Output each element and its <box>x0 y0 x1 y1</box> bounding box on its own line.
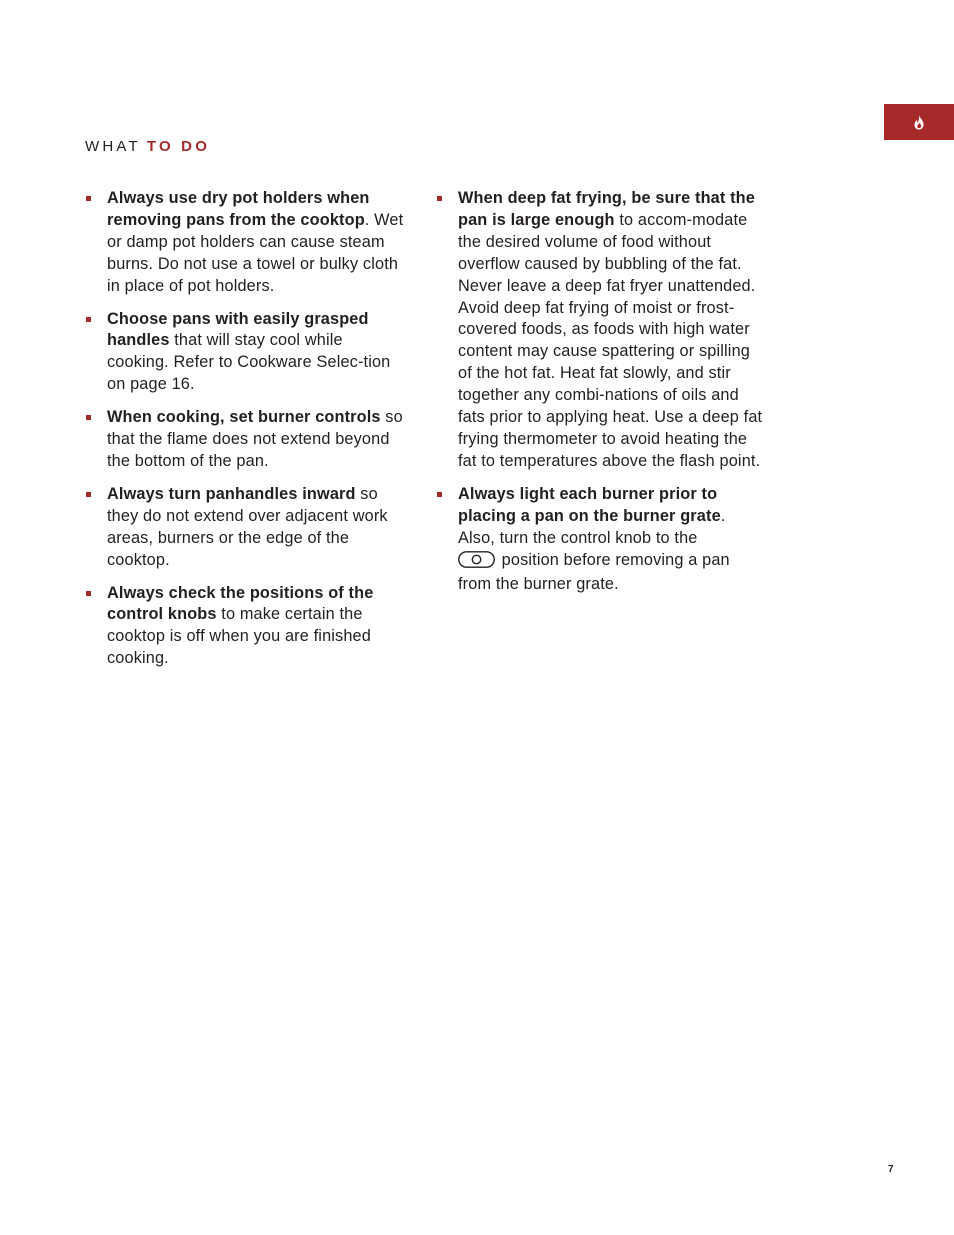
section-heading <box>85 138 210 155</box>
heading-accent: TO DO <box>146 138 211 155</box>
item-text: to make certain the cooktop is off when you are finished cooking. <box>107 605 371 668</box>
item-bold-lead: Always use dry pot holders when removing pans from the cooktop <box>107 189 370 229</box>
bullet-square-icon <box>86 317 91 322</box>
bullet-square-icon <box>86 591 91 596</box>
list-item <box>85 407 407 473</box>
item-text: . Wet or damp pot holders can cause steam burns. Do not use a towel or bulky cloth in place of pot holders. <box>107 210 404 295</box>
bullet-square-icon <box>437 196 442 201</box>
list-item <box>436 484 766 597</box>
item-text: that will stay cool while cooking. Refer to Cookware Selec-tion on page 16. <box>107 331 391 394</box>
left-column <box>85 188 407 681</box>
list-item <box>85 188 407 298</box>
heading-plain: WHAT <box>85 138 141 155</box>
item-text: so they do not extend over adjacent work areas, burners or the edge of the cooktop. <box>107 484 388 569</box>
item-text: Also, turn the control knob to the <box>458 528 698 547</box>
bullet-square-icon <box>86 492 91 497</box>
bullet-square-icon <box>86 196 91 201</box>
list-item <box>85 583 407 671</box>
item-text: so that the flame does not extend beyond the bottom of the pan. <box>107 408 403 470</box>
item-bold-lead: Always turn panhandles inward <box>107 484 356 503</box>
flame-icon <box>913 115 925 130</box>
off-position-icon <box>458 551 495 575</box>
item-text: to accom-modate the desired volume of food without overflow caused by bubbling of the fat. Never leave a deep fat fryer unattended. Avoid deep fat frying of moist or frost-covered foods, as foods with high water content may cause spattering or spilling of the hot fat. Heat fat slowly, and stir together any combi-nations of oils and fats prior to applying heat. Use a deep fat frying thermometer to avoid heating the fat to temperatures above the flash point. <box>458 210 763 470</box>
bullet-square-icon <box>86 415 91 420</box>
item-bold-lead: When cooking, set burner controls <box>107 408 381 427</box>
list-item <box>85 309 407 397</box>
item-bold-lead: When deep fat frying, be sure that the pan is large enough <box>458 189 755 229</box>
item-text: position before removing a pan from the burner grate. <box>458 550 730 594</box>
item-text: . <box>720 506 726 525</box>
item-bold-lead: Always check the positions of the control knobs <box>107 583 374 624</box>
item-bold-lead: Choose pans with easily grasped handles <box>107 309 369 350</box>
page-number: 7 <box>888 1164 894 1175</box>
list-item <box>436 188 766 473</box>
bullet-square-icon <box>437 492 442 497</box>
item-bold-lead: Always light each burner prior to placing a pan on the burner grate <box>458 484 721 525</box>
right-column <box>436 188 766 607</box>
list-item <box>85 484 407 572</box>
section-tab <box>884 104 954 140</box>
